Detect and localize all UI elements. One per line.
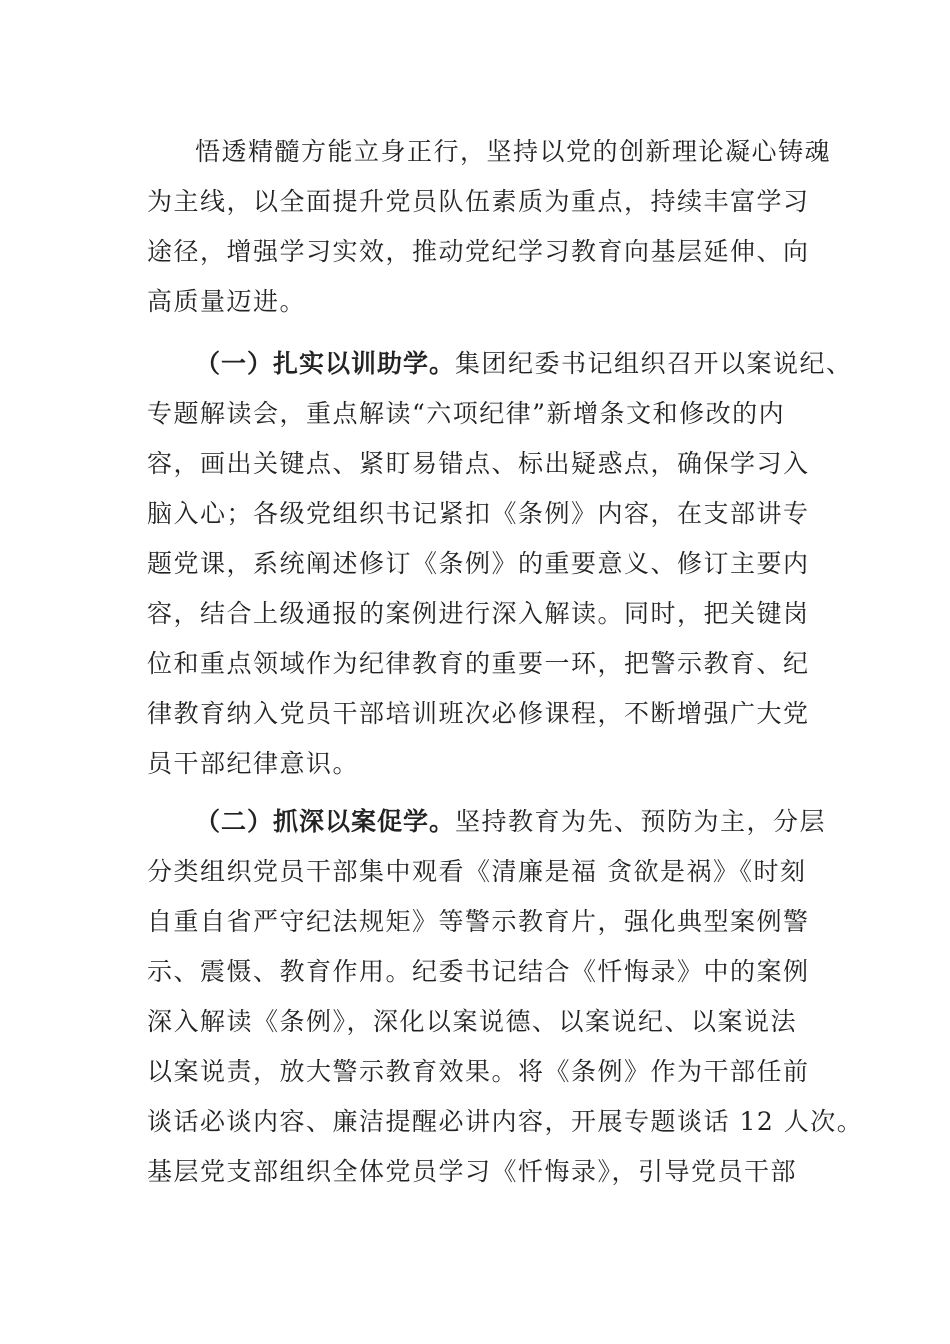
text-run: 集团纪委书记组织召开以案说纪、 [455,349,853,378]
text-line: 员干部纪律意识。 [147,749,360,778]
text-line: 深入解读《条例》，深化以案说德、以案说纪、以案说法 [147,1007,798,1036]
text-line: 题党课，系统阐述修订《条例》的重要意义、修订主要内 [147,549,810,578]
text-line: 容，结合上级通报的案例进行深入解读。同时，把关键岗 [147,599,810,628]
text-line: 专题解读会，重点解读“六项纪律”新增条文和修改的内 [147,399,786,428]
text-line: 自重自省严守纪法规矩》等警示教育片，强化典型案例警 [147,907,810,936]
text-line: 基层党支部组织全体党员学习《忏悔录》，引导党员干部 [147,1157,798,1186]
section-heading: （一）扎实以训助学。 [195,349,456,378]
text-line [147,339,853,389]
text-line: 律教育纳入党员干部培训班次必修课程，不断增强广大党 [147,699,810,728]
paragraph-cases [147,797,864,1197]
text-line: 高质量迈进。 [147,287,307,316]
text-line: 以案说责，放大警示教育效果。将《条例》作为干部任前 [147,1057,810,1086]
text-run: 坚持教育为先、预防为主，分层 [455,807,827,836]
text-line: 途径，增强学习实效，推动党纪学习教育向基层延伸、向 [147,237,810,266]
text-line: 悟透精髓方能立身正行，坚持以党的创新理论凝心铸魂 [195,137,832,166]
text-line: 分类组织党员干部集中观看《清廉是福 贪欲是祸》《时刻 [147,857,807,886]
text-line: 脑入心；各级党组织书记紧扣《条例》内容，在支部讲专 [147,499,810,528]
paragraph-training [147,339,853,789]
paragraph-intro [147,127,832,327]
text-line [147,797,827,847]
text-line: 为主线，以全面提升党员队伍素质为重点，持续丰富学习 [147,187,810,216]
section-heading: （二）抓深以案促学。 [195,807,456,836]
text-line: 容，画出关键点、紧盯易错点、标出疑惑点，确保学习入 [147,449,810,478]
text-line: 位和重点领域作为纪律教育的重要一环，把警示教育、纪 [147,649,810,678]
text-line: 示、震慑、教育作用。纪委书记结合《忏悔录》中的案例 [147,957,810,986]
text-line: 谈话必谈内容、廉洁提醒必讲内容，开展专题谈话 12 人次。 [147,1107,864,1136]
